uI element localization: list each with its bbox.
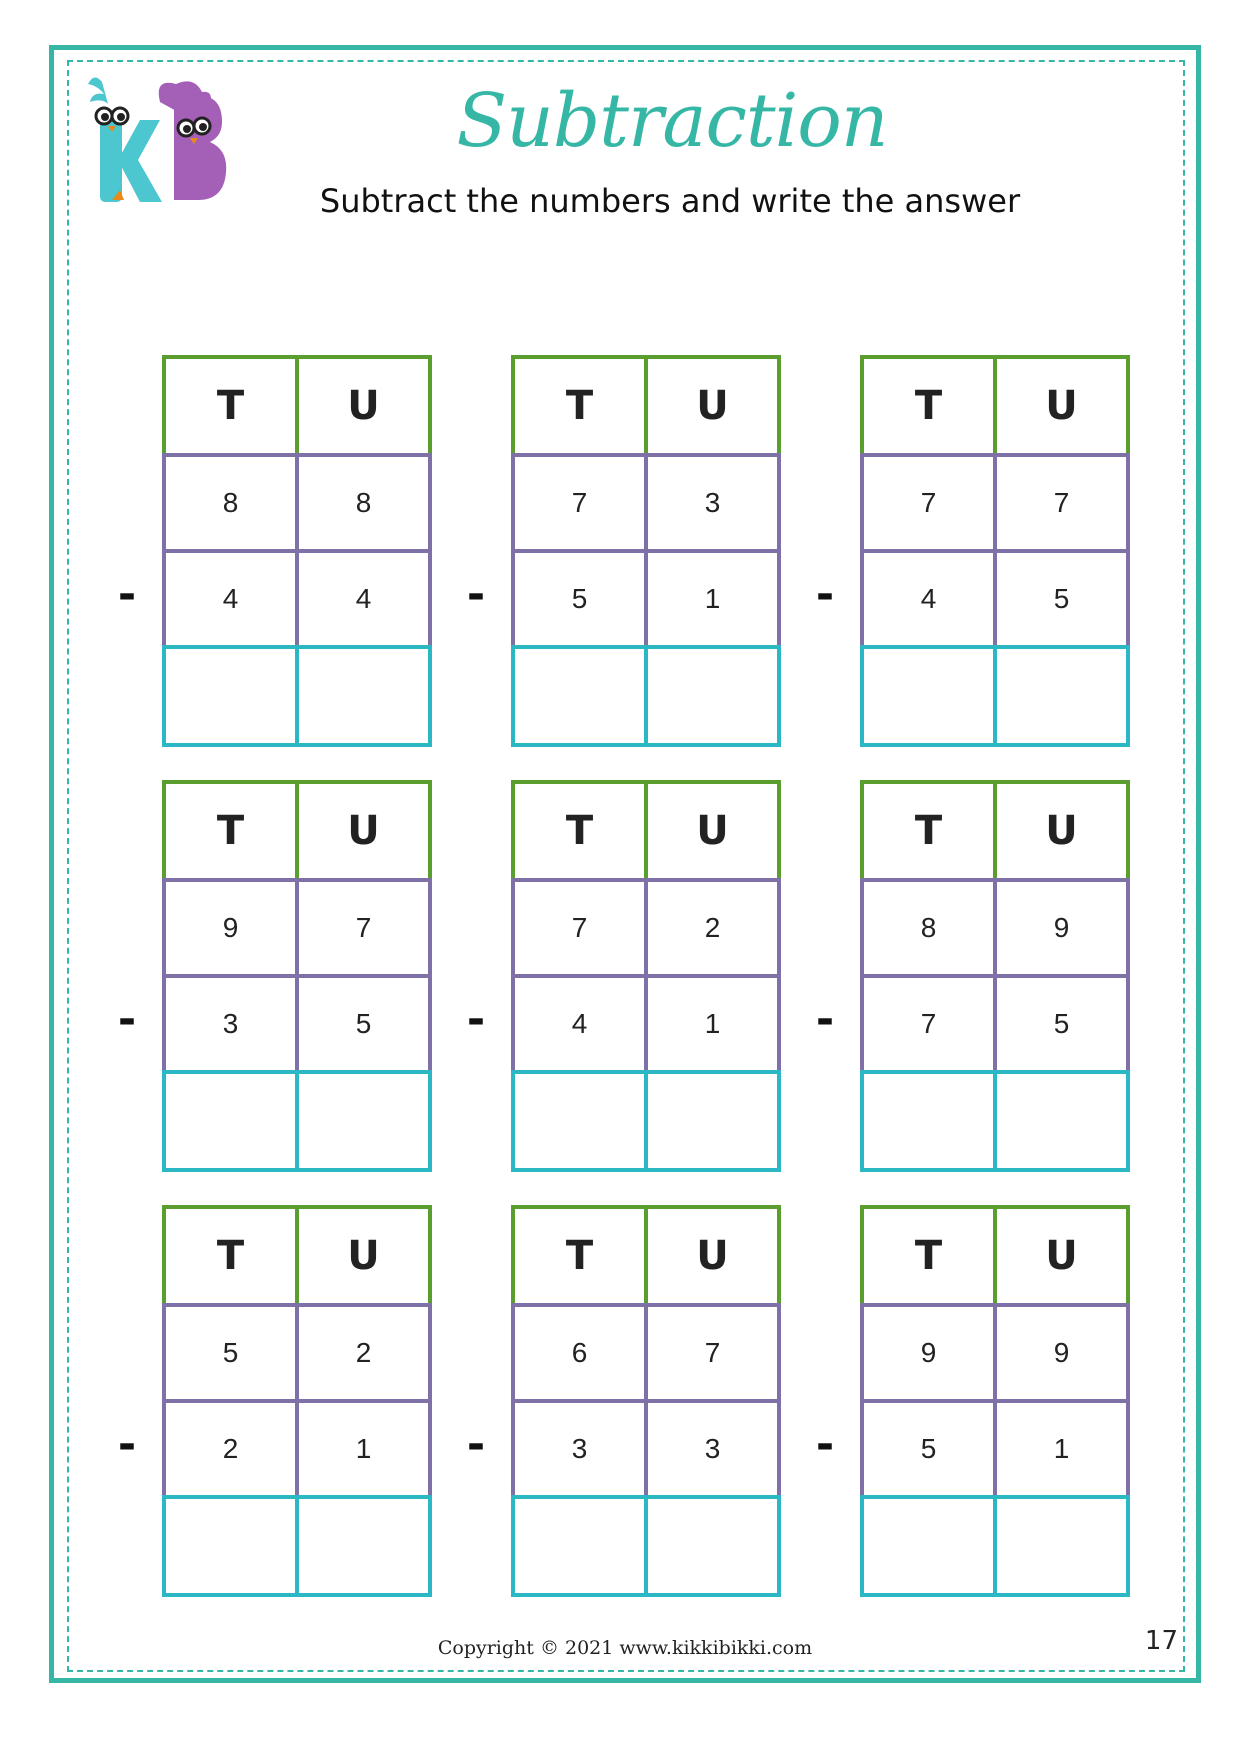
logo-letter-b <box>159 81 226 200</box>
minuend-tens-digit: 5 <box>162 1303 299 1403</box>
units-header: U <box>644 1205 781 1307</box>
minuend-tens-digit: 7 <box>511 453 648 553</box>
minuend-units-digit: 2 <box>644 878 781 978</box>
minuend-units-digit: 8 <box>295 453 432 553</box>
answer-tens-box[interactable] <box>860 1070 997 1172</box>
minuend-units-digit: 9 <box>993 878 1130 978</box>
subtrahend-tens-digit: 3 <box>511 1399 648 1499</box>
minuend-units-digit: 7 <box>295 878 432 978</box>
minus-sign: - <box>117 994 137 1045</box>
tens-header: T <box>162 355 299 457</box>
tens-header: T <box>860 1205 997 1307</box>
answer-tens-box[interactable] <box>511 1070 648 1172</box>
units-header: U <box>644 355 781 457</box>
subtrahend-tens-digit: 5 <box>860 1399 997 1499</box>
minuend-tens-digit: 7 <box>860 453 997 553</box>
answer-tens-box[interactable] <box>860 645 997 747</box>
answer-units-box[interactable] <box>295 645 432 747</box>
subtrahend-tens-digit: 7 <box>860 974 997 1074</box>
subtrahend-units-digit: 3 <box>644 1399 781 1499</box>
subtraction-problem <box>117 355 437 755</box>
minuend-tens-digit: 9 <box>162 878 299 978</box>
subtrahend-units-digit: 4 <box>295 549 432 649</box>
minuend-tens-digit: 8 <box>162 453 299 553</box>
subtrahend-units-digit: 1 <box>644 974 781 1074</box>
kikkibikki-logo <box>82 72 252 212</box>
tens-header: T <box>511 1205 648 1307</box>
subtraction-problem <box>466 1205 786 1605</box>
units-header: U <box>295 1205 432 1307</box>
worksheet-instructions: Subtract the numbers and write the answer <box>319 182 1021 220</box>
subtrahend-units-digit: 1 <box>295 1399 432 1499</box>
subtraction-problem <box>466 355 786 755</box>
subtraction-problem <box>117 1205 437 1605</box>
answer-units-box[interactable] <box>644 1070 781 1172</box>
minus-sign: - <box>466 994 486 1045</box>
answer-units-box[interactable] <box>295 1495 432 1597</box>
answer-tens-box[interactable] <box>511 1495 648 1597</box>
minuend-tens-digit: 7 <box>511 878 648 978</box>
tens-header: T <box>511 780 648 882</box>
subtraction-problem <box>117 780 437 1180</box>
minus-sign: - <box>815 569 835 620</box>
answer-units-box[interactable] <box>644 645 781 747</box>
units-header: U <box>295 780 432 882</box>
minus-sign: - <box>117 569 137 620</box>
subtraction-problem <box>815 1205 1135 1605</box>
answer-units-box[interactable] <box>993 1070 1130 1172</box>
subtrahend-units-digit: 5 <box>993 549 1130 649</box>
subtraction-problem <box>815 780 1135 1180</box>
subtrahend-units-digit: 5 <box>993 974 1130 1074</box>
answer-units-box[interactable] <box>993 1495 1130 1597</box>
answer-tens-box[interactable] <box>860 1495 997 1597</box>
subtrahend-tens-digit: 4 <box>860 549 997 649</box>
minus-sign: - <box>117 1419 137 1470</box>
minuend-units-digit: 7 <box>644 1303 781 1403</box>
tens-header: T <box>860 355 997 457</box>
tens-header: T <box>511 355 648 457</box>
units-header: U <box>993 1205 1130 1307</box>
logo-letter-k <box>88 77 162 202</box>
minus-sign: - <box>815 994 835 1045</box>
minuend-units-digit: 2 <box>295 1303 432 1403</box>
minuend-units-digit: 3 <box>644 453 781 553</box>
minus-sign: - <box>815 1419 835 1470</box>
tens-header: T <box>162 1205 299 1307</box>
subtrahend-tens-digit: 3 <box>162 974 299 1074</box>
subtrahend-units-digit: 5 <box>295 974 432 1074</box>
minus-sign: - <box>466 569 486 620</box>
subtrahend-units-digit: 1 <box>993 1399 1130 1499</box>
minuend-tens-digit: 8 <box>860 878 997 978</box>
subtrahend-tens-digit: 2 <box>162 1399 299 1499</box>
units-header: U <box>644 780 781 882</box>
tens-header: T <box>860 780 997 882</box>
minuend-tens-digit: 9 <box>860 1303 997 1403</box>
units-header: U <box>993 780 1130 882</box>
worksheet-title: Subtraction <box>456 78 888 164</box>
answer-units-box[interactable] <box>295 1070 432 1172</box>
subtrahend-tens-digit: 4 <box>162 549 299 649</box>
subtrahend-units-digit: 1 <box>644 549 781 649</box>
answer-tens-box[interactable] <box>162 1070 299 1172</box>
copyright-footer: Copyright © 2021 www.kikkibikki.com <box>437 1637 813 1659</box>
answer-tens-box[interactable] <box>162 1495 299 1597</box>
subtraction-problem <box>466 780 786 1180</box>
subtrahend-tens-digit: 5 <box>511 549 648 649</box>
minuend-units-digit: 7 <box>993 453 1130 553</box>
units-header: U <box>295 355 432 457</box>
minus-sign: - <box>466 1419 486 1470</box>
tens-header: T <box>162 780 299 882</box>
minuend-units-digit: 9 <box>993 1303 1130 1403</box>
units-header: U <box>993 355 1130 457</box>
page-number: 17 <box>1144 1626 1178 1656</box>
minuend-tens-digit: 6 <box>511 1303 648 1403</box>
answer-units-box[interactable] <box>644 1495 781 1597</box>
subtrahend-tens-digit: 4 <box>511 974 648 1074</box>
answer-tens-box[interactable] <box>162 645 299 747</box>
answer-units-box[interactable] <box>993 645 1130 747</box>
answer-tens-box[interactable] <box>511 645 648 747</box>
subtraction-problem <box>815 355 1135 755</box>
